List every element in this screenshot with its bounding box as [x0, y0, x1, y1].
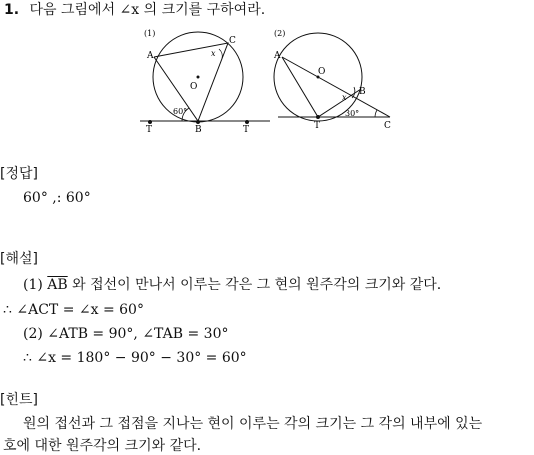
fig2-label-C: C — [384, 121, 391, 131]
figure-1 — [140, 26, 280, 136]
fig1-label-T2: T — [243, 125, 250, 135]
fig2-label-A: A — [274, 51, 281, 61]
explanation-header: [해설] — [0, 251, 38, 267]
explanation-line-4: ∴ ∠x = 180° − 90° − 30° = 60° — [23, 350, 247, 366]
hint-header: [힌트] — [0, 392, 38, 408]
fig1-label-x: x — [211, 49, 216, 58]
fig1-tag: (1) — [144, 29, 156, 38]
fig1-label-B: B — [195, 125, 202, 135]
explanation-line-1-rest: 와 접선이 만나서 이루는 각은 그 현의 원주각의 크기와 같다. — [67, 277, 442, 293]
fig1-label-O: O — [190, 82, 198, 92]
answer-text: 60° ,: 60° — [23, 190, 91, 206]
fig2-label-angle: 30° — [345, 109, 360, 118]
explanation-line-1-prefix: (1) — [23, 277, 48, 293]
fig2-tag: (2) — [274, 29, 286, 38]
fig1-label-T1: T — [146, 125, 153, 135]
fig2-label-B: B — [359, 87, 366, 97]
arc-ab-label: $\overline{AB}$ — [47, 277, 68, 293]
question-line — [4, 1, 265, 19]
hint-line-2: 호에 대한 원주각의 크기와 같다. — [3, 438, 202, 454]
question-text: 다음 그림에서 ∠x 의 크기를 구하여라. — [29, 2, 266, 18]
fig2-label-T: T — [314, 121, 321, 131]
hint-line-1: 원의 접선과 그 접점을 지나는 현이 이루는 각의 크기는 그 각의 내부에 있는 — [23, 416, 483, 432]
explanation-line-2: ∴ ∠ACT = ∠x = 60° — [3, 302, 144, 318]
explanation-line-1 — [23, 276, 441, 294]
fig2-label-x: x — [342, 93, 347, 102]
fig2-label-O: O — [318, 67, 326, 77]
answer-header: [정답] — [0, 166, 38, 182]
fig1-label-A: A — [147, 51, 154, 61]
figure-2 — [272, 26, 402, 136]
fig1-label-C: C — [229, 36, 236, 46]
question-number: 1. — [4, 2, 20, 18]
fig1-label-angle: 60° — [173, 107, 188, 116]
explanation-line-3: (2) ∠ATB = 90°, ∠TAB = 30° — [23, 326, 229, 342]
